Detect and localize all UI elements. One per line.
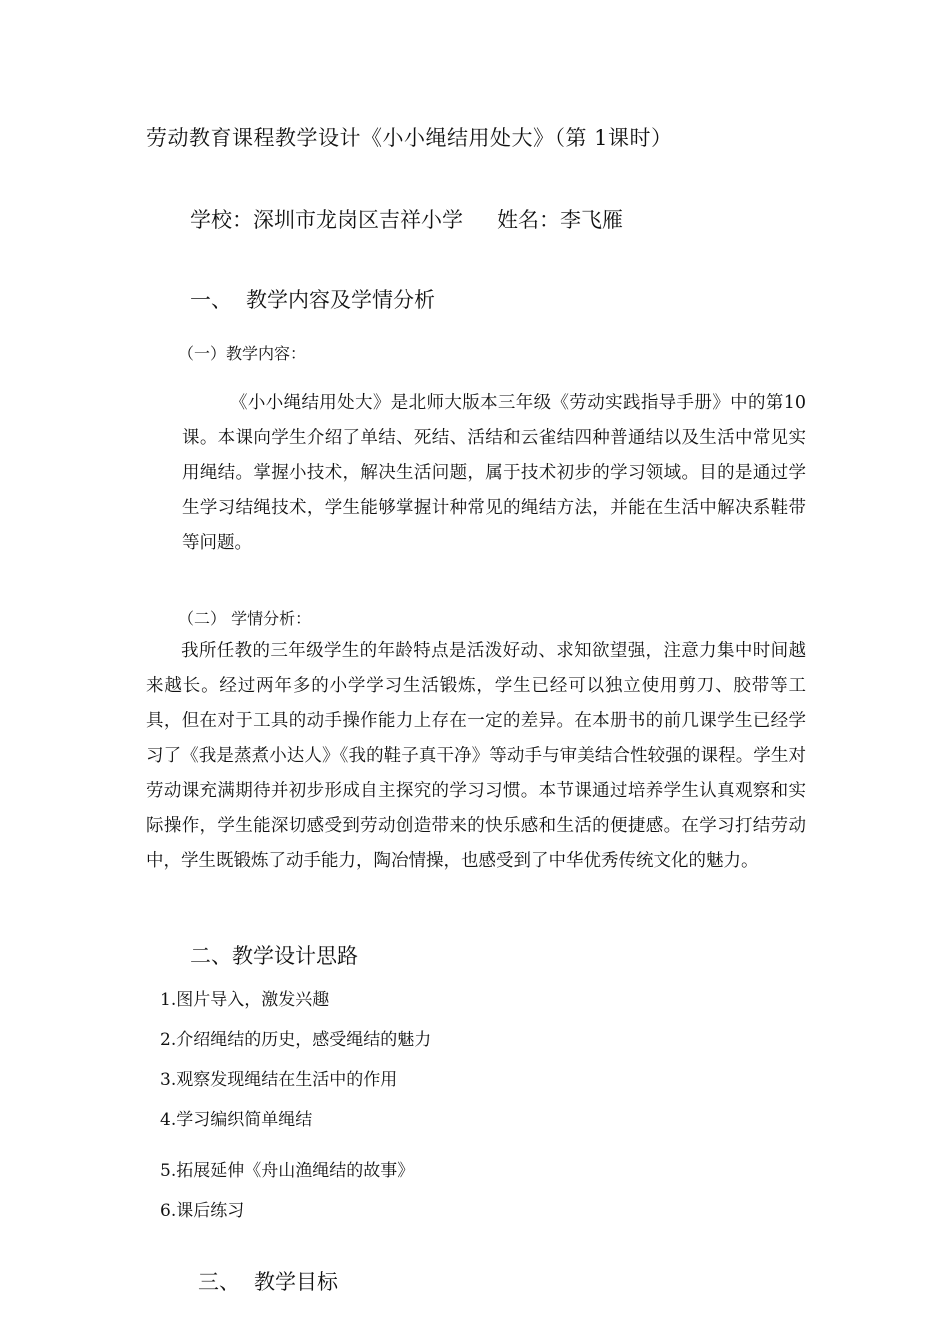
list-item: 3.观察发现绳结在生活中的作用 [160,1070,398,1090]
section-3-title: 教学目标 [254,1270,338,1294]
list-item: 1.图片导入，激发兴趣 [160,990,330,1010]
section-2-heading: 二、教学设计思路 [190,944,358,968]
list-item: 2.介绍绳结的历史，感受绳结的魅力 [160,1030,432,1050]
list-item: 4.学习编织简单绳结 [160,1110,313,1130]
section-3-heading [198,1266,338,1298]
section-3-number: 三、 [198,1270,240,1294]
author-line [190,204,623,236]
subsection-2-heading: （二） 学情分析： [178,609,312,628]
list-item: 5.拓展延伸《舟山渔绳结的故事》 [160,1161,415,1181]
teaching-content-paragraph: 《小小绳结用处大》是北师大版本三年级《劳动实践指导手册》中的第10课。本课向学生介绍了单结、死结、活结和云雀结四种普通结以及生活中常见实用绳结。掌握小技术，解决生活问题，属于技术初步的学习领域。目的是通过学生学习结绳技术，学生能够掌握计种常见的绳结方法，并能在生活中解决系鞋带等问题。 [182,393,806,553]
school-label: 学校：深圳市龙岗区吉祥小学 [190,208,463,232]
document-title: 劳动教育课程教学设计《小小绳结用处大》（第 1课时） [146,126,673,150]
section-1-number: 一、 [190,288,232,312]
student-analysis-paragraph: 我所任教的三年级学生的年龄特点是活泼好动、求知欲望强，注意力集中时间越来越长。经过两年多的小学学习生活锻炼，学生已经可以独立使用剪刀、胶带等工具，但在对于工具的动手操作能力上存在一定的差异。在本册书的前几课学生已经学习了《我是蒸煮小达人》《我的鞋子真干净》等动手与审美结合性较强的课程。学生对劳动课充满期待并初步形成自主探究的学习习惯。本节课通过培养学生认真观察和实际操作，学生能深切感受到劳动创造带来的快乐感和生活的便捷感。在学习打结劳动中，学生既锻炼了动手能力，陶冶情操，也感受到了中华优秀传统文化的魅力。 [146,641,806,871]
author-name: 姓名：李飞雁 [497,208,623,232]
section-1-heading [190,284,435,316]
subsection-1-heading: （一）教学内容： [178,344,307,363]
section-1-title: 教学内容及学情分析 [246,288,435,312]
list-item: 6.课后练习 [160,1201,245,1221]
